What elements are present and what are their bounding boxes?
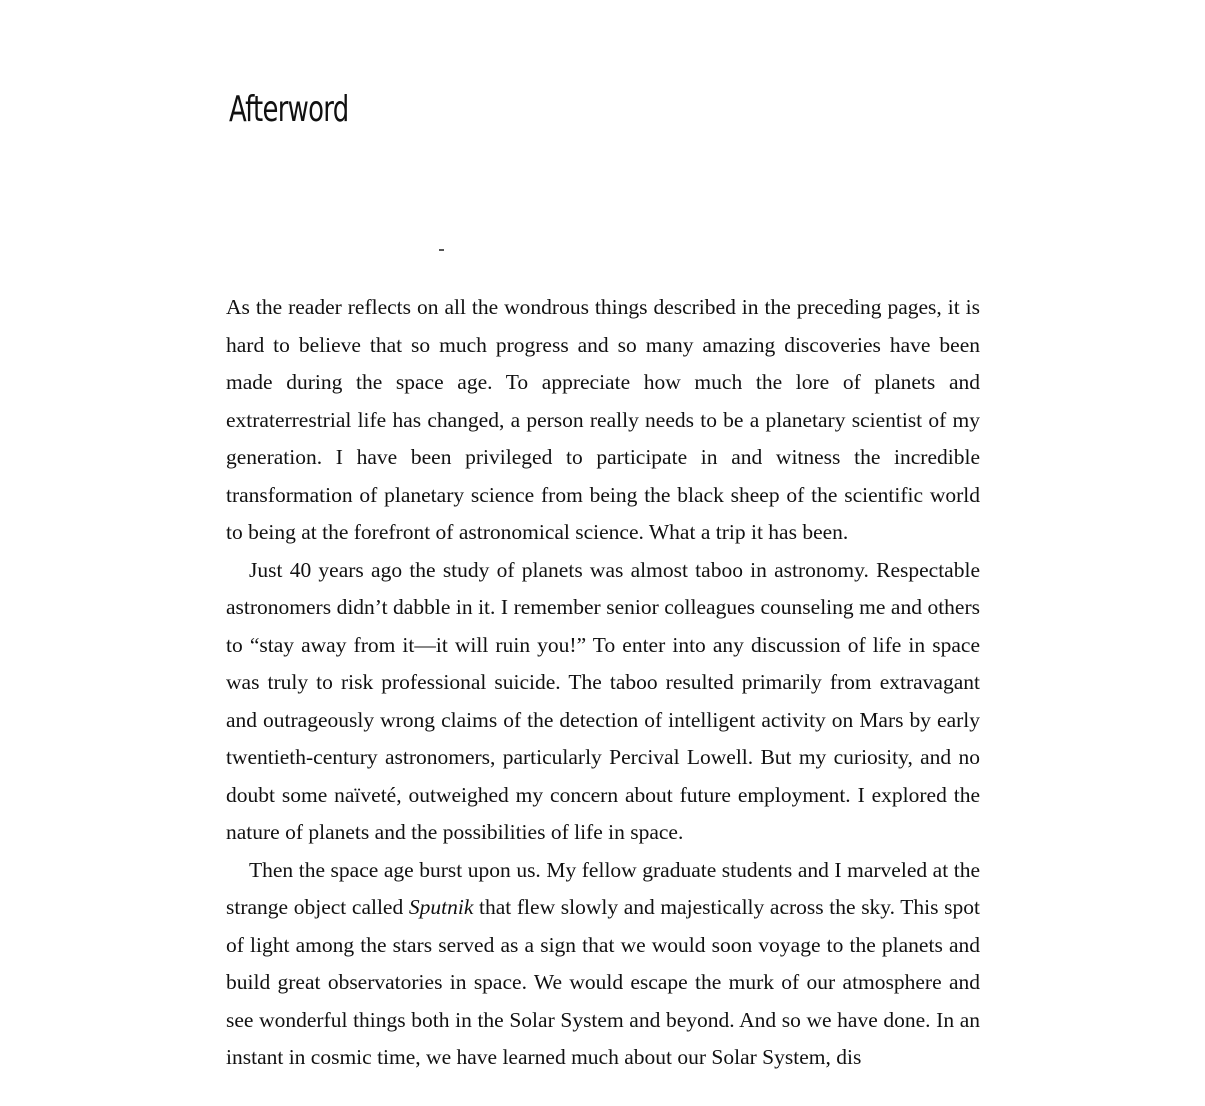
paragraph-2: Just 40 years ago the study of planets was almost taboo in astronomy. Respectable astronomers didn’t dabble in it. I remember senior colleagues counseling me and others to “stay away from it—it will ruin you!” To enter into any discussion of life in space was truly to risk professional suicide. The taboo resulted primarily from extravagant and outrageously wrong claims of the detection of intelligent activity on Mars by early twentieth-century astronomers, particularly Percival Lowell. But my curiosity, and no doubt some naïveté, outweighed my concern about future employment. I explored the nature of planets and the possibilities of life in space. bbox=[226, 557, 980, 844]
paragraph-3-text-start: Then the space age burst upon us. My fellow graduate students and I marveled at the strange object called bbox=[226, 857, 980, 919]
paragraph-1: As the reader reflects on all the wondrous things described in the preceding pages, it is hard to believe that so much progress and so many amazing discoveries have been made during the space age. To appreciate how much the lore of planets and extraterrestrial life has changed, a person really needs to be a planetary scientist of my generation. I have been privileged to participate in and witness the incredible transformation of planetary science from being the black sheep of the scientific world to being at the forefront of astronomical science. What a trip it has been. bbox=[226, 295, 980, 544]
sputnik-italic: Sputnik bbox=[408, 895, 474, 919]
chapter-title: Afterword bbox=[229, 89, 349, 130]
paragraph-3 bbox=[226, 852, 980, 1077]
paragraph-3-text-end: that flew slowly and majestically across the sky. This spot of light among the stars served as a sign that we would soon voyage to the planets and build great observatories in space. We would escape the murk of our atmosphere and see wonderful things both in the Solar System and beyond. And so we have done. In an instant in cosmic time, we have learned much about our Solar System, dis bbox=[226, 895, 980, 1069]
body-text bbox=[226, 289, 980, 1077]
print-mark bbox=[439, 249, 444, 251]
